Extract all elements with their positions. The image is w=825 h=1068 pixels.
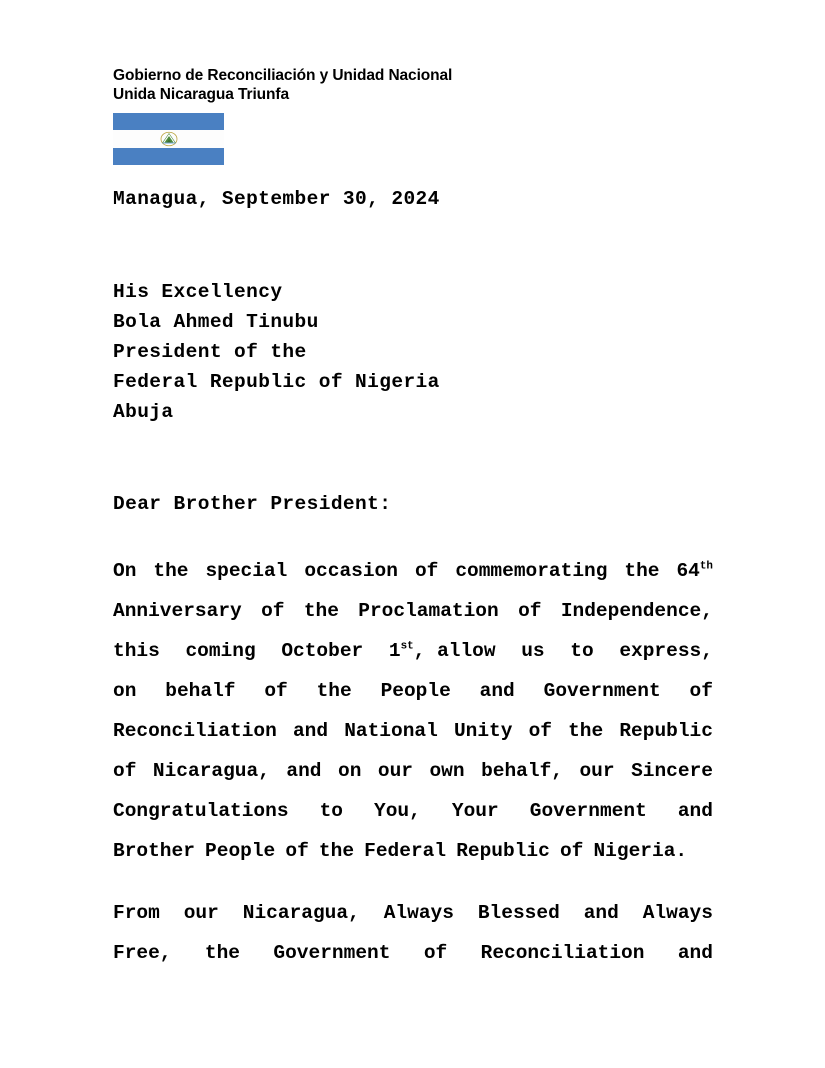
address-line: Bola Ahmed Tinubu (113, 311, 319, 333)
paragraph-word: National (344, 720, 438, 742)
paragraph-word: People (380, 680, 451, 702)
paragraph-word: Always (642, 902, 713, 924)
paragraph-word: and (292, 720, 329, 742)
paragraph-word: of (261, 600, 285, 622)
paragraph-word: the (318, 840, 355, 862)
paragraph-line (113, 631, 713, 671)
paragraph-word: our (579, 760, 615, 782)
paragraph-word: own (429, 760, 465, 782)
paragraph-word: and (479, 680, 515, 702)
paragraph-word: Independence, (560, 600, 713, 622)
address-line: Federal Republic of Nigeria (113, 371, 440, 393)
paragraph-line (113, 591, 713, 631)
paragraph-word: of (689, 680, 713, 702)
letterhead-line-1: Gobierno de Reconciliación y Unidad Nacional (113, 67, 453, 84)
paragraph-word: commemorating (455, 560, 608, 582)
paragraph-word: Republic (456, 840, 550, 862)
paragraph-word: the (568, 720, 604, 742)
paragraph-word: on (113, 680, 137, 702)
paragraph-word: Sincere (631, 760, 713, 782)
nicaragua-coat-of-arms-icon (160, 131, 177, 146)
paragraph-line (113, 671, 713, 711)
paragraph-line (113, 791, 713, 831)
paragraph-word: of (113, 760, 137, 782)
recipient-address-block (113, 277, 713, 427)
paragraph-line (113, 711, 713, 751)
paragraph-word: the (153, 560, 189, 582)
paragraph-word: Government (529, 800, 647, 822)
paragraph-word: Reconciliation (480, 942, 645, 964)
paragraph-word: behalf (165, 680, 236, 702)
paragraph-word: Your (451, 800, 499, 822)
flag-band-middle (113, 130, 224, 147)
paragraph-word: our (377, 760, 413, 782)
paragraph-word: Nicaragua, (242, 902, 360, 924)
paragraph-line (113, 933, 713, 973)
paragraph-word: of (414, 560, 439, 582)
letterhead-line-2: Unida Nicaragua Triunfa (113, 86, 289, 103)
paragraph-word: and (286, 760, 322, 782)
paragraph-word: the (624, 560, 660, 582)
paragraph-word: Nigeria. (593, 840, 688, 862)
paragraph-word: On (113, 560, 137, 582)
flag-band-bottom (113, 148, 224, 165)
paragraph-word: this (113, 640, 160, 662)
paragraph-word: of (528, 720, 552, 742)
paragraph-word: Free, (113, 942, 172, 964)
paragraph-word: Blessed (477, 902, 560, 924)
paragraph-word: special (205, 560, 288, 582)
body-paragraph-1 (113, 551, 713, 871)
paragraph-word: on (338, 760, 362, 782)
salutation: Dear Brother President: (113, 493, 392, 515)
address-line: President of the (113, 341, 307, 363)
paragraph-word: to (570, 640, 594, 662)
nicaragua-flag-icon (113, 113, 224, 165)
paragraph-word: 1st, allow (388, 640, 496, 662)
paragraph-word: Always (383, 902, 454, 924)
paragraph-word: of (559, 840, 584, 862)
paragraph-word: behalf, (481, 760, 563, 782)
paragraph-line (113, 751, 713, 791)
paragraph-word: express, (619, 640, 713, 662)
paragraph-word: and (677, 942, 713, 964)
paragraph-line (113, 831, 713, 871)
paragraph-word: Congratulations (113, 800, 289, 822)
letter-body (113, 184, 713, 973)
paragraph-word: the (303, 600, 339, 622)
paragraph-word: the (204, 942, 241, 964)
paragraph-word: Nicaragua, (152, 760, 270, 782)
address-line: Abuja (113, 401, 174, 423)
paragraph-line (113, 551, 713, 591)
paragraph-word: People (205, 840, 276, 862)
paragraph-word: Reconciliation (113, 720, 277, 742)
paragraph-word: 64th (676, 560, 713, 582)
paragraph-word: of (423, 942, 448, 964)
letterhead (113, 66, 713, 104)
paragraph-word: us (521, 640, 545, 662)
paragraph-word: the (316, 680, 352, 702)
paragraph-word: of (264, 680, 288, 702)
paragraph-word: Republic (619, 720, 713, 742)
paragraph-word: October (281, 640, 364, 662)
address-line: His Excellency (113, 281, 283, 303)
paragraph-word: Government (273, 942, 391, 964)
paragraph-line (113, 893, 713, 933)
paragraph-word: and (583, 902, 619, 924)
paragraph-word: Proclamation (358, 600, 499, 622)
paragraph-word: occasion (304, 560, 398, 582)
paragraph-word: of (285, 840, 309, 862)
paragraph-word: Unity (453, 720, 513, 742)
paragraph-word: of (518, 600, 542, 622)
paragraph-word: You, (374, 800, 421, 822)
paragraph-word: Federal (364, 840, 447, 862)
paragraph-word: to (319, 800, 343, 822)
ordinal-superscript: st (400, 640, 414, 653)
paragraph-word: our (183, 902, 219, 924)
paragraph-word: coming (185, 640, 256, 662)
paragraph-word: Government (543, 680, 661, 702)
date-line: Managua, September 30, 2024 (113, 188, 440, 210)
ordinal-superscript: th (699, 560, 713, 573)
paragraph-word: and (677, 800, 713, 822)
paragraph-word: From (113, 902, 160, 924)
body-paragraph-2 (113, 893, 713, 973)
flag-band-top (113, 113, 224, 130)
paragraph-word: Brother (113, 840, 195, 862)
paragraph-word: Anniversary (113, 600, 242, 622)
